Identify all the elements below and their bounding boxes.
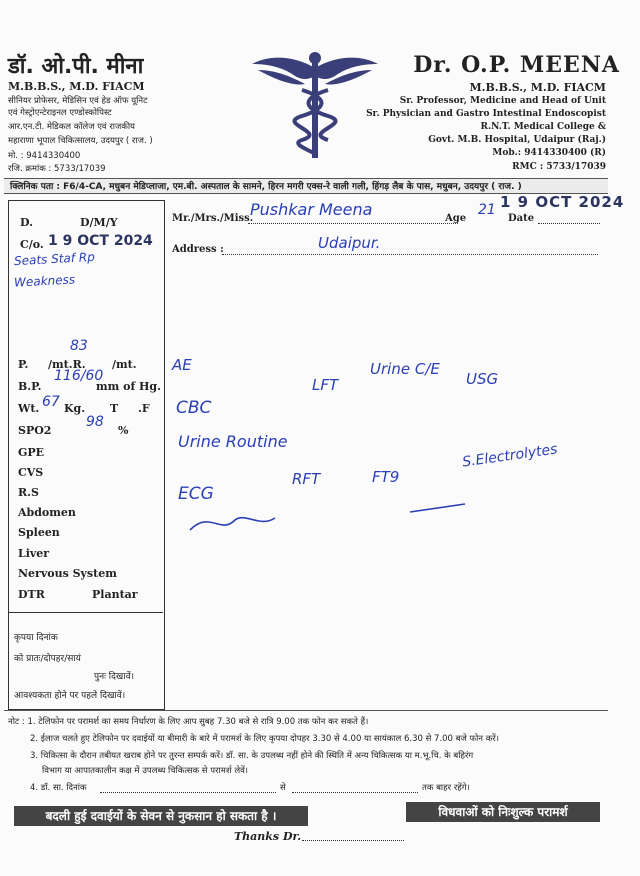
rx-note-8: LFT [312,376,339,394]
address-label: Address : [172,244,224,255]
mt-label: /mt. [112,358,137,371]
co-stamp: 1 9 OCT 2024 [48,233,153,249]
doctor-name-hindi: डॉ. ओ.पी. मीना [8,54,144,79]
free-consultation-banner: विधवाओं को निःशुल्क परामर्श [406,802,600,822]
patient-age: 21 [478,202,496,218]
wt-value: 67 [42,394,60,410]
rx-note-4: ECG [178,484,214,504]
left-line-5: मो. : 9414330400 [8,151,81,161]
mtr-label: /mt.R. [48,358,86,371]
rx-note-6: FT9 [372,468,400,486]
exam-cvs: CVS [18,466,44,479]
thanks-label: Thanks Dr. [234,830,302,843]
exam-rs: R.S [18,486,39,499]
spo2-unit: % [118,424,129,437]
follow-line-3: पुनः दिखावें। [94,672,135,682]
rx-note-2: CBC [176,398,212,418]
warning-banner: बदली हुई दवाईयों के सेवन से नुकसान हो सकता है । [14,806,308,826]
note-3a: 3. चिकित्सा के दौरान तबीयत खराब होने पर तुरन्त सम्पर्क करें। डॉ. सा. के उपलब्ध नहीं होने की स्थिति में अन्य चिकित्सक या म.भू.चि. के बहिरंग [30,751,474,761]
dmy-label: D/M/Y [80,216,118,229]
exam-spleen: Spleen [18,526,60,539]
caduceus-icon [250,50,380,160]
follow-line-1: कृपया दिनांक [14,633,58,643]
follow-line-2: को प्रातः/दोपहर/सायं [14,654,81,664]
pulse-value: 83 [70,338,88,354]
note-2: 2. ईलाज चलते हुए टेलिफोन पर दवाईयों या बीमारी के बारे में परामर्श के लिए कृपया दोपहर 3.30 से 4.00 या सायंकाल 6.30 से 7.00 बजे फोन करें। [30,734,499,744]
note-4c: तक बाहर रहेंगे। [422,783,470,793]
dtr-label: DTR [18,588,45,601]
left-line-1: सीनियर प्रोफेसर, मेडिसिन एवं हेड ऑफ यूनिट [8,96,148,106]
left-line-4: महाराणा भूपाल चिकित्सालय, उदयपुर ( राज. ) [8,136,153,146]
exam-abdomen: Abdomen [18,506,76,519]
patient-address: Udaipur. [318,234,381,252]
exam-gpe: GPE [18,446,45,459]
spo2-value: 98 [86,414,104,430]
p-label: P. [18,358,29,371]
bp-unit: mm of Hg. [96,380,161,393]
left-line-2: एवं गेस्ट्रोएन्टेराइनल एण्डोस्कोपिस्ट [8,108,112,118]
age-label: Age [445,213,467,224]
exam-liver: Liver [18,547,50,560]
right-line-3: R.N.T. Medical College & [480,122,606,132]
right-line-6: RMC : 5733/17039 [512,162,606,172]
clinic-address: क्लिनिक पता : F6/4-CA, मधुबन मेडिप्लाजा, एम.बी. अस्पताल के सामने, हिरन मगरी एक्स-रे वाली गली, हिंगड़ लैब के पास, मधुबन, उदयपुर ( राज. ) [4,178,608,194]
right-line-4: Govt. M.B. Hospital, Udaipur (Raj.) [428,135,606,145]
name-label: Mr./Mrs./Miss. [172,213,254,224]
left-line-6: रजि. क्रमांक : 5733/17039 [8,164,106,174]
rx-note-9: Urine C/E [370,360,440,378]
rx-note-3: Urine Routine [178,432,288,451]
complaint-2: Weakness [13,272,76,290]
spo2-label: SPO2 [18,424,52,437]
f-label: .F [138,402,150,415]
note-3b: विभाग या आपातकालीन कक्ष में उपलब्ध चिकित्सक से परामर्श लेवें। [42,766,249,776]
follow-line-4: आवश्यकता होने पर पहले दिखावें। [14,691,126,701]
note-4b: से [280,783,286,793]
bp-value: 116/60 [54,368,104,384]
bp-label: B.P. [18,380,42,393]
plantar-label: Plantar [92,588,138,601]
wt-label: Wt. [18,402,40,415]
rx-note-10: USG [466,370,499,388]
right-line-1: Sr. Professor, Medicine and Head of Unit [399,96,606,106]
doctor-name-english: Dr. O.P. MEENA [413,52,620,78]
patient-name: Pushkar Meena [250,200,373,219]
date-label: Date [508,213,535,224]
note-1: नोट : 1. टेलिफोन पर परामर्श का समय निर्धारण के लिए आप सुबह 7.30 बजे से रात्रि 9.00 तक फोन कर सकते हैं। [8,717,369,727]
complaint-1: Seats Staf Rp [13,249,96,269]
right-line-2: Sr. Physician and Gastro Intestinal Endoscopist [366,109,606,119]
left-line-3: आर.एन.टी. मेडिकल कॉलेज एवं राजकीय [8,122,135,132]
t-label: T [110,402,119,415]
rx-note-7: S.Electrolytes [461,441,559,471]
d-label: D. [20,216,33,229]
note-4a: 4. डॉ. सा. दिनांक [30,783,87,793]
kg-label: Kg. [64,402,86,415]
co-label: C/o. [20,238,44,251]
right-line-5: Mob.: 9414330400 (R) [492,148,606,158]
signature-scribble-icon [180,500,480,540]
degree-right: M.B.B.S., M.D. FIACM [469,81,606,94]
date-stamp: 1 9 OCT 2024 [500,193,625,211]
rx-note-1: AE [172,356,192,374]
rx-note-5: RFT [292,470,321,488]
exam-nervous-system: Nervous System [18,567,117,580]
degree-left: M.B.B.S., M.D. FIACM [8,80,145,93]
